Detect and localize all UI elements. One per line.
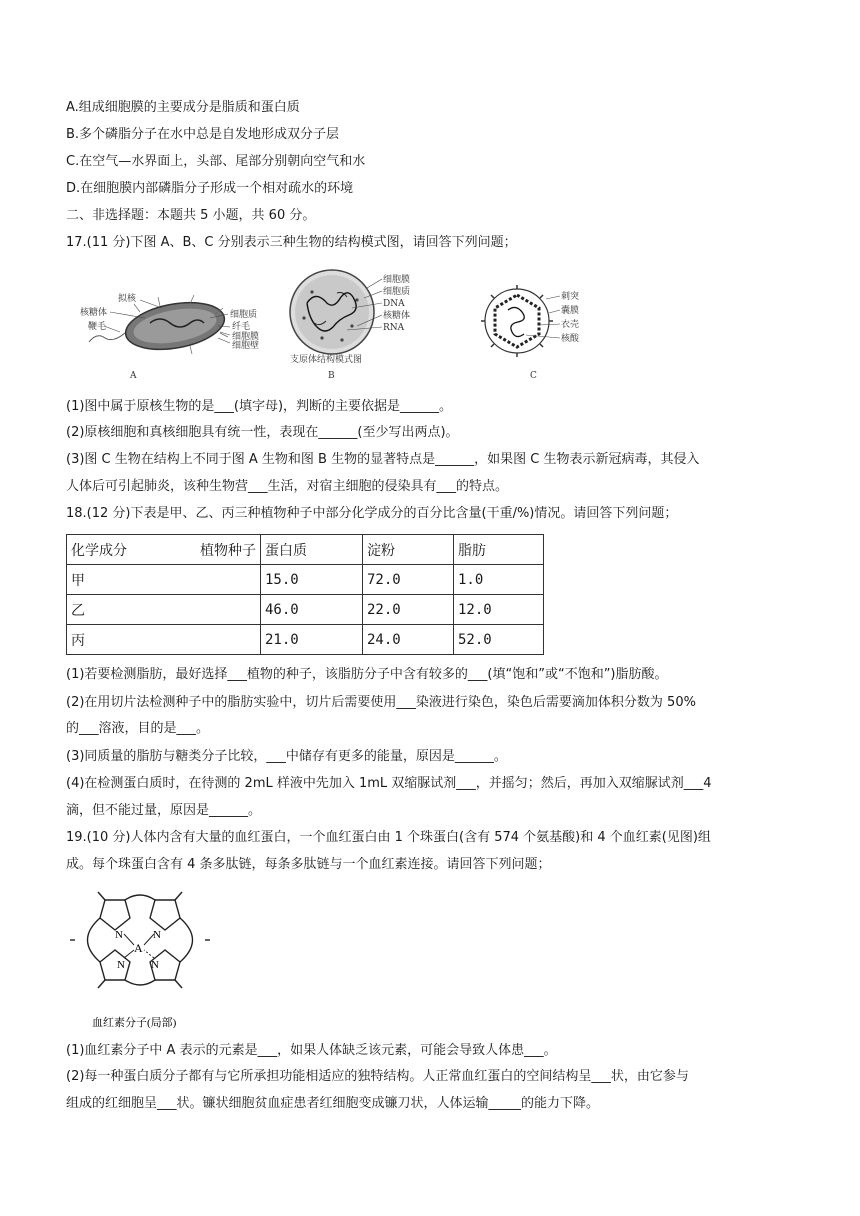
fig-c-label-envelope: 囊膜 — [561, 306, 580, 316]
fig-a-label-cytoplasm: 细胞质 — [230, 310, 258, 320]
q18-part4b: 滴，但不能过量，原因是______。 — [66, 803, 262, 818]
q19-part2b: 组成的红细胞呈___状。镰状细胞贫血症患者红细胞变成镰刀状，人体运输_____的能力下降。 — [66, 1096, 600, 1111]
fig-a-label-flagellum: 鞭毛 — [88, 322, 107, 332]
header-starch: 淀粉 — [363, 535, 454, 565]
option-b: B.多个磷脂分子在水中总是自发地形成双分子层 — [66, 127, 340, 142]
q18-part2a: (2)在用切片法检测种子中的脂肪实验中，切片后需要使用___染液进行染色，染色后需要滴加体积分数为 50% — [66, 695, 696, 710]
q19-part2a: (2)每一种蛋白质分子都有与它所承担功能相适应的独特结构。人正常血红蛋白的空间结构呈___状，由它参与 — [66, 1069, 689, 1084]
q18-part2b: 的___溶液，目的是___。 — [66, 721, 210, 736]
fig-b-label-rna: RNA — [383, 323, 405, 333]
q18-part4a: (4)在检测蛋白质时，在待测的 2mL 样液中先加入 1mL 双缩脲试剂___，并摇匀；然后，再加入双缩脲试剂___4 — [66, 776, 712, 791]
fig-a-letter: A — [130, 371, 137, 381]
heme-n-3: N — [117, 959, 125, 971]
fig-b-label-ribosome: 核糖体 — [383, 311, 411, 321]
q19-part1: (1)血红素分子中 A 表示的元素是___，如果人体缺乏该元素，可能会导致人体患___。 — [66, 1043, 557, 1058]
fig-a-label-ribosome: 核糖体 — [80, 308, 108, 318]
fig-b-label-dna: DNA — [383, 299, 405, 309]
figure-a-bacterium — [80, 288, 260, 383]
table-cell: 52.0 — [454, 625, 544, 655]
option-d: D.在细胞膜内部磷脂分子形成一个相对疏水的环境 — [66, 181, 354, 196]
option-a: A.组成细胞膜的主要成分是脂质和蛋白质 — [66, 100, 300, 115]
fig-a-label-membrane: 细胞膜 — [232, 332, 260, 342]
row-name: 甲 — [67, 565, 261, 595]
table-cell: 12.0 — [454, 595, 544, 625]
header-protein: 蛋白质 — [261, 535, 363, 565]
figure-b-mycoplasma — [282, 268, 442, 380]
table-row — [67, 595, 544, 625]
seed-composition-table — [66, 534, 544, 655]
table-cell: 21.0 — [261, 625, 363, 655]
heme-n-4: N — [151, 959, 159, 971]
q17-part3b: 人体后可引起肺炎，该种生物营___生活，对宿主细胞的侵染具有___的特点。 — [66, 479, 509, 494]
table-corner-cell — [67, 535, 261, 565]
header-chemical: 化学成分 — [71, 542, 127, 559]
fig-c-label-spike: 刺突 — [561, 292, 580, 302]
table-header-row — [67, 535, 544, 565]
heme-molecule-figure — [70, 890, 215, 1035]
row-name: 乙 — [67, 595, 261, 625]
fig-c-label-capsid: 衣壳 — [561, 320, 580, 330]
fig-c-letter: C — [530, 371, 537, 380]
fig-a-label-pili: 纤毛 — [232, 322, 251, 332]
heme-caption: 血红素分子(局部) — [92, 1017, 177, 1029]
q18-part3: (3)同质量的脂肪与糖类分子比较，___中储存有更多的能量，原因是______。 — [66, 749, 507, 764]
row-name: 丙 — [67, 625, 261, 655]
fig-b-caption: 支原体结构模式图 — [290, 355, 363, 365]
q17-part3a: (3)图 C 生物在结构上不同于图 A 生物和图 B 生物的显著特点是______，如果图 C 生物表示新冠病毒，其侵入 — [66, 452, 700, 467]
header-fat: 脂肪 — [454, 535, 544, 565]
header-seed: 植物种子 — [200, 542, 256, 559]
q18-part1: (1)若要检测脂肪，最好选择___植物的种子，该脂肪分子中含有较多的___(填“饱和”或“不饱和”)脂肪酸。 — [66, 667, 668, 682]
fig-b-label-cytoplasm: 细胞质 — [383, 287, 411, 297]
figure-c-virus — [480, 285, 590, 380]
fig-b-letter: B — [328, 371, 335, 380]
fig-a-label-nucleoid: 拟核 — [118, 294, 137, 304]
heme-n-1: N — [115, 929, 123, 941]
q19-stem-a: 19.(10 分)人体内含有大量的血红蛋白，一个血红蛋白由 1 个珠蛋白(含有 574 个氨基酸)和 4 个血红素(见图)组 — [66, 830, 711, 845]
q19-stem-b: 成。每个珠蛋白含有 4 条多肽链，每条多肽链与一个血红素连接。请回答下列问题； — [66, 857, 551, 872]
q17-stem: 17.(11 分)下图 A、B、C 分别表示三种生物的结构模式图，请回答下列问题； — [66, 235, 517, 250]
section-heading: 二、非选择题：本题共 5 小题，共 60 分。 — [66, 208, 316, 223]
table-cell: 72.0 — [363, 565, 454, 595]
table-row — [67, 625, 544, 655]
fig-a-label-cellwall: 细胞壁 — [232, 341, 260, 351]
q17-part2: (2)原核细胞和真核细胞具有统一性，表现在______(至少写出两点)。 — [66, 425, 459, 440]
q18-stem: 18.(12 分)下表是甲、乙、丙三种植物种子中部分化学成分的百分比含量(干重/%)情况。请回答下列问题； — [66, 506, 678, 521]
fig-c-label-nucleic-acid: 核酸 — [561, 334, 580, 344]
table-cell: 15.0 — [261, 565, 363, 595]
table-row — [67, 565, 544, 595]
heme-center-atom: A — [134, 941, 143, 955]
table-cell: 1.0 — [454, 565, 544, 595]
table-cell: 22.0 — [363, 595, 454, 625]
fig-b-label-membrane: 细胞膜 — [383, 275, 411, 285]
table-cell: 46.0 — [261, 595, 363, 625]
heme-n-2: N — [153, 929, 161, 941]
table-cell: 24.0 — [363, 625, 454, 655]
option-c: C.在空气—水界面上，头部、尾部分别朝向空气和水 — [66, 154, 366, 169]
q17-part1: (1)图中属于原核生物的是___(填字母)，判断的主要依据是______。 — [66, 399, 453, 414]
